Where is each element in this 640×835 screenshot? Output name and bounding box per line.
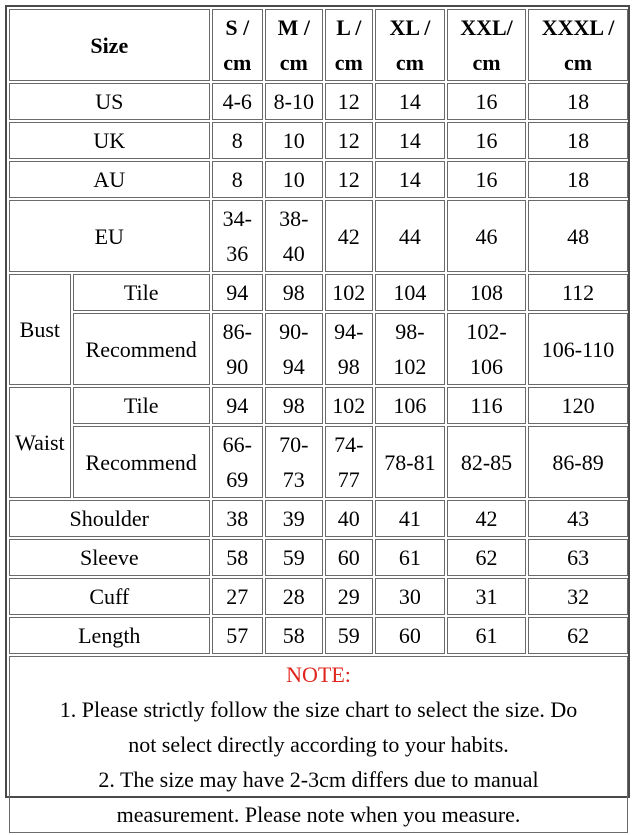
cell: 62	[447, 539, 526, 576]
cell: 58	[212, 539, 263, 576]
cell: 104	[375, 274, 445, 311]
note-line: not select directly according to your habits.	[128, 732, 509, 757]
row-au	[9, 161, 628, 198]
note-line: measurement. Please note when you measure.	[116, 802, 521, 827]
row-label: EU	[9, 200, 210, 272]
cell: 18	[528, 83, 628, 120]
cell: 57	[212, 617, 263, 654]
size-header: Size	[9, 9, 210, 81]
cell: 12	[325, 122, 373, 159]
cell: 78-81	[375, 426, 445, 498]
cell: 60	[375, 617, 445, 654]
group-label-bust: Bust	[9, 274, 71, 385]
cell: 59	[265, 539, 323, 576]
row-bust-recommend	[9, 313, 628, 385]
cell: 38- 40	[265, 200, 323, 272]
cell: 46	[447, 200, 526, 272]
header-s: S / cm	[212, 9, 263, 81]
cell: 120	[528, 387, 628, 424]
cell: 31	[447, 578, 526, 615]
group-label-waist: Waist	[9, 387, 71, 498]
cell: 14	[375, 122, 445, 159]
row-label: Shoulder	[9, 500, 210, 537]
cell: 16	[447, 83, 526, 120]
cell: 34- 36	[212, 200, 263, 272]
note-title: NOTE:	[286, 662, 351, 687]
header-l: L / cm	[325, 9, 373, 81]
size-table	[7, 7, 630, 835]
cell: 74- 77	[325, 426, 373, 498]
cell: 43	[528, 500, 628, 537]
row-us	[9, 83, 628, 120]
cell: 90- 94	[265, 313, 323, 385]
cell: 66- 69	[212, 426, 263, 498]
cell: 102	[325, 274, 373, 311]
row-eu	[9, 200, 628, 272]
cell: 112	[528, 274, 628, 311]
row-bust-tile	[9, 274, 628, 311]
cell: 48	[528, 200, 628, 272]
cell: 40	[325, 500, 373, 537]
cell: 41	[375, 500, 445, 537]
cell: 70- 73	[265, 426, 323, 498]
cell: 106	[375, 387, 445, 424]
cell: 10	[265, 161, 323, 198]
header-row	[9, 9, 628, 81]
note-line: 1. Please strictly follow the size chart to select the size. Do	[59, 697, 578, 722]
cell: 102- 106	[447, 313, 526, 385]
cell: 42	[447, 500, 526, 537]
cell: 39	[265, 500, 323, 537]
cell: 60	[325, 539, 373, 576]
cell: 94	[212, 387, 263, 424]
cell: 116	[447, 387, 526, 424]
cell: 14	[375, 83, 445, 120]
header-m: M / cm	[265, 9, 323, 81]
cell: 8	[212, 161, 263, 198]
cell: 106-110	[528, 313, 628, 385]
cell: 94- 98	[325, 313, 373, 385]
row-label: Cuff	[9, 578, 210, 615]
row-uk	[9, 122, 628, 159]
cell: 16	[447, 161, 526, 198]
row-waist-tile	[9, 387, 628, 424]
row-label: Length	[9, 617, 210, 654]
row-label: Recommend	[73, 313, 210, 385]
note-box	[9, 656, 628, 833]
cell: 98	[265, 387, 323, 424]
row-label: US	[9, 83, 210, 120]
row-sleeve	[9, 539, 628, 576]
cell: 61	[447, 617, 526, 654]
cell: 32	[528, 578, 628, 615]
cell: 86- 90	[212, 313, 263, 385]
header-xxl: XXL/ cm	[447, 9, 526, 81]
row-label: Tile	[73, 387, 210, 424]
cell: 12	[325, 161, 373, 198]
cell: 44	[375, 200, 445, 272]
row-label: Recommend	[73, 426, 210, 498]
note-line: 2. The size may have 2-3cm differs due to manual	[98, 767, 539, 792]
cell: 4-6	[212, 83, 263, 120]
header-xl: XL / cm	[375, 9, 445, 81]
cell: 86-89	[528, 426, 628, 498]
cell: 30	[375, 578, 445, 615]
row-shoulder	[9, 500, 628, 537]
cell: 98	[265, 274, 323, 311]
cell: 8	[212, 122, 263, 159]
cell: 94	[212, 274, 263, 311]
cell: 14	[375, 161, 445, 198]
row-label: Sleeve	[9, 539, 210, 576]
header-xxxl: XXXL / cm	[528, 9, 628, 81]
note-row	[9, 656, 628, 833]
cell: 108	[447, 274, 526, 311]
cell: 18	[528, 122, 628, 159]
cell: 62	[528, 617, 628, 654]
cell: 18	[528, 161, 628, 198]
cell: 16	[447, 122, 526, 159]
cell: 38	[212, 500, 263, 537]
cell: 42	[325, 200, 373, 272]
row-label: AU	[9, 161, 210, 198]
cell: 98- 102	[375, 313, 445, 385]
row-cuff	[9, 578, 628, 615]
row-label: Tile	[73, 274, 210, 311]
cell: 59	[325, 617, 373, 654]
cell: 58	[265, 617, 323, 654]
row-waist-recommend	[9, 426, 628, 498]
cell: 61	[375, 539, 445, 576]
row-length	[9, 617, 628, 654]
cell: 27	[212, 578, 263, 615]
cell: 28	[265, 578, 323, 615]
cell: 82-85	[447, 426, 526, 498]
cell: 29	[325, 578, 373, 615]
size-chart	[5, 5, 630, 827]
cell: 102	[325, 387, 373, 424]
cell: 12	[325, 83, 373, 120]
cell: 63	[528, 539, 628, 576]
cell: 10	[265, 122, 323, 159]
row-label: UK	[9, 122, 210, 159]
cell: 8-10	[265, 83, 323, 120]
